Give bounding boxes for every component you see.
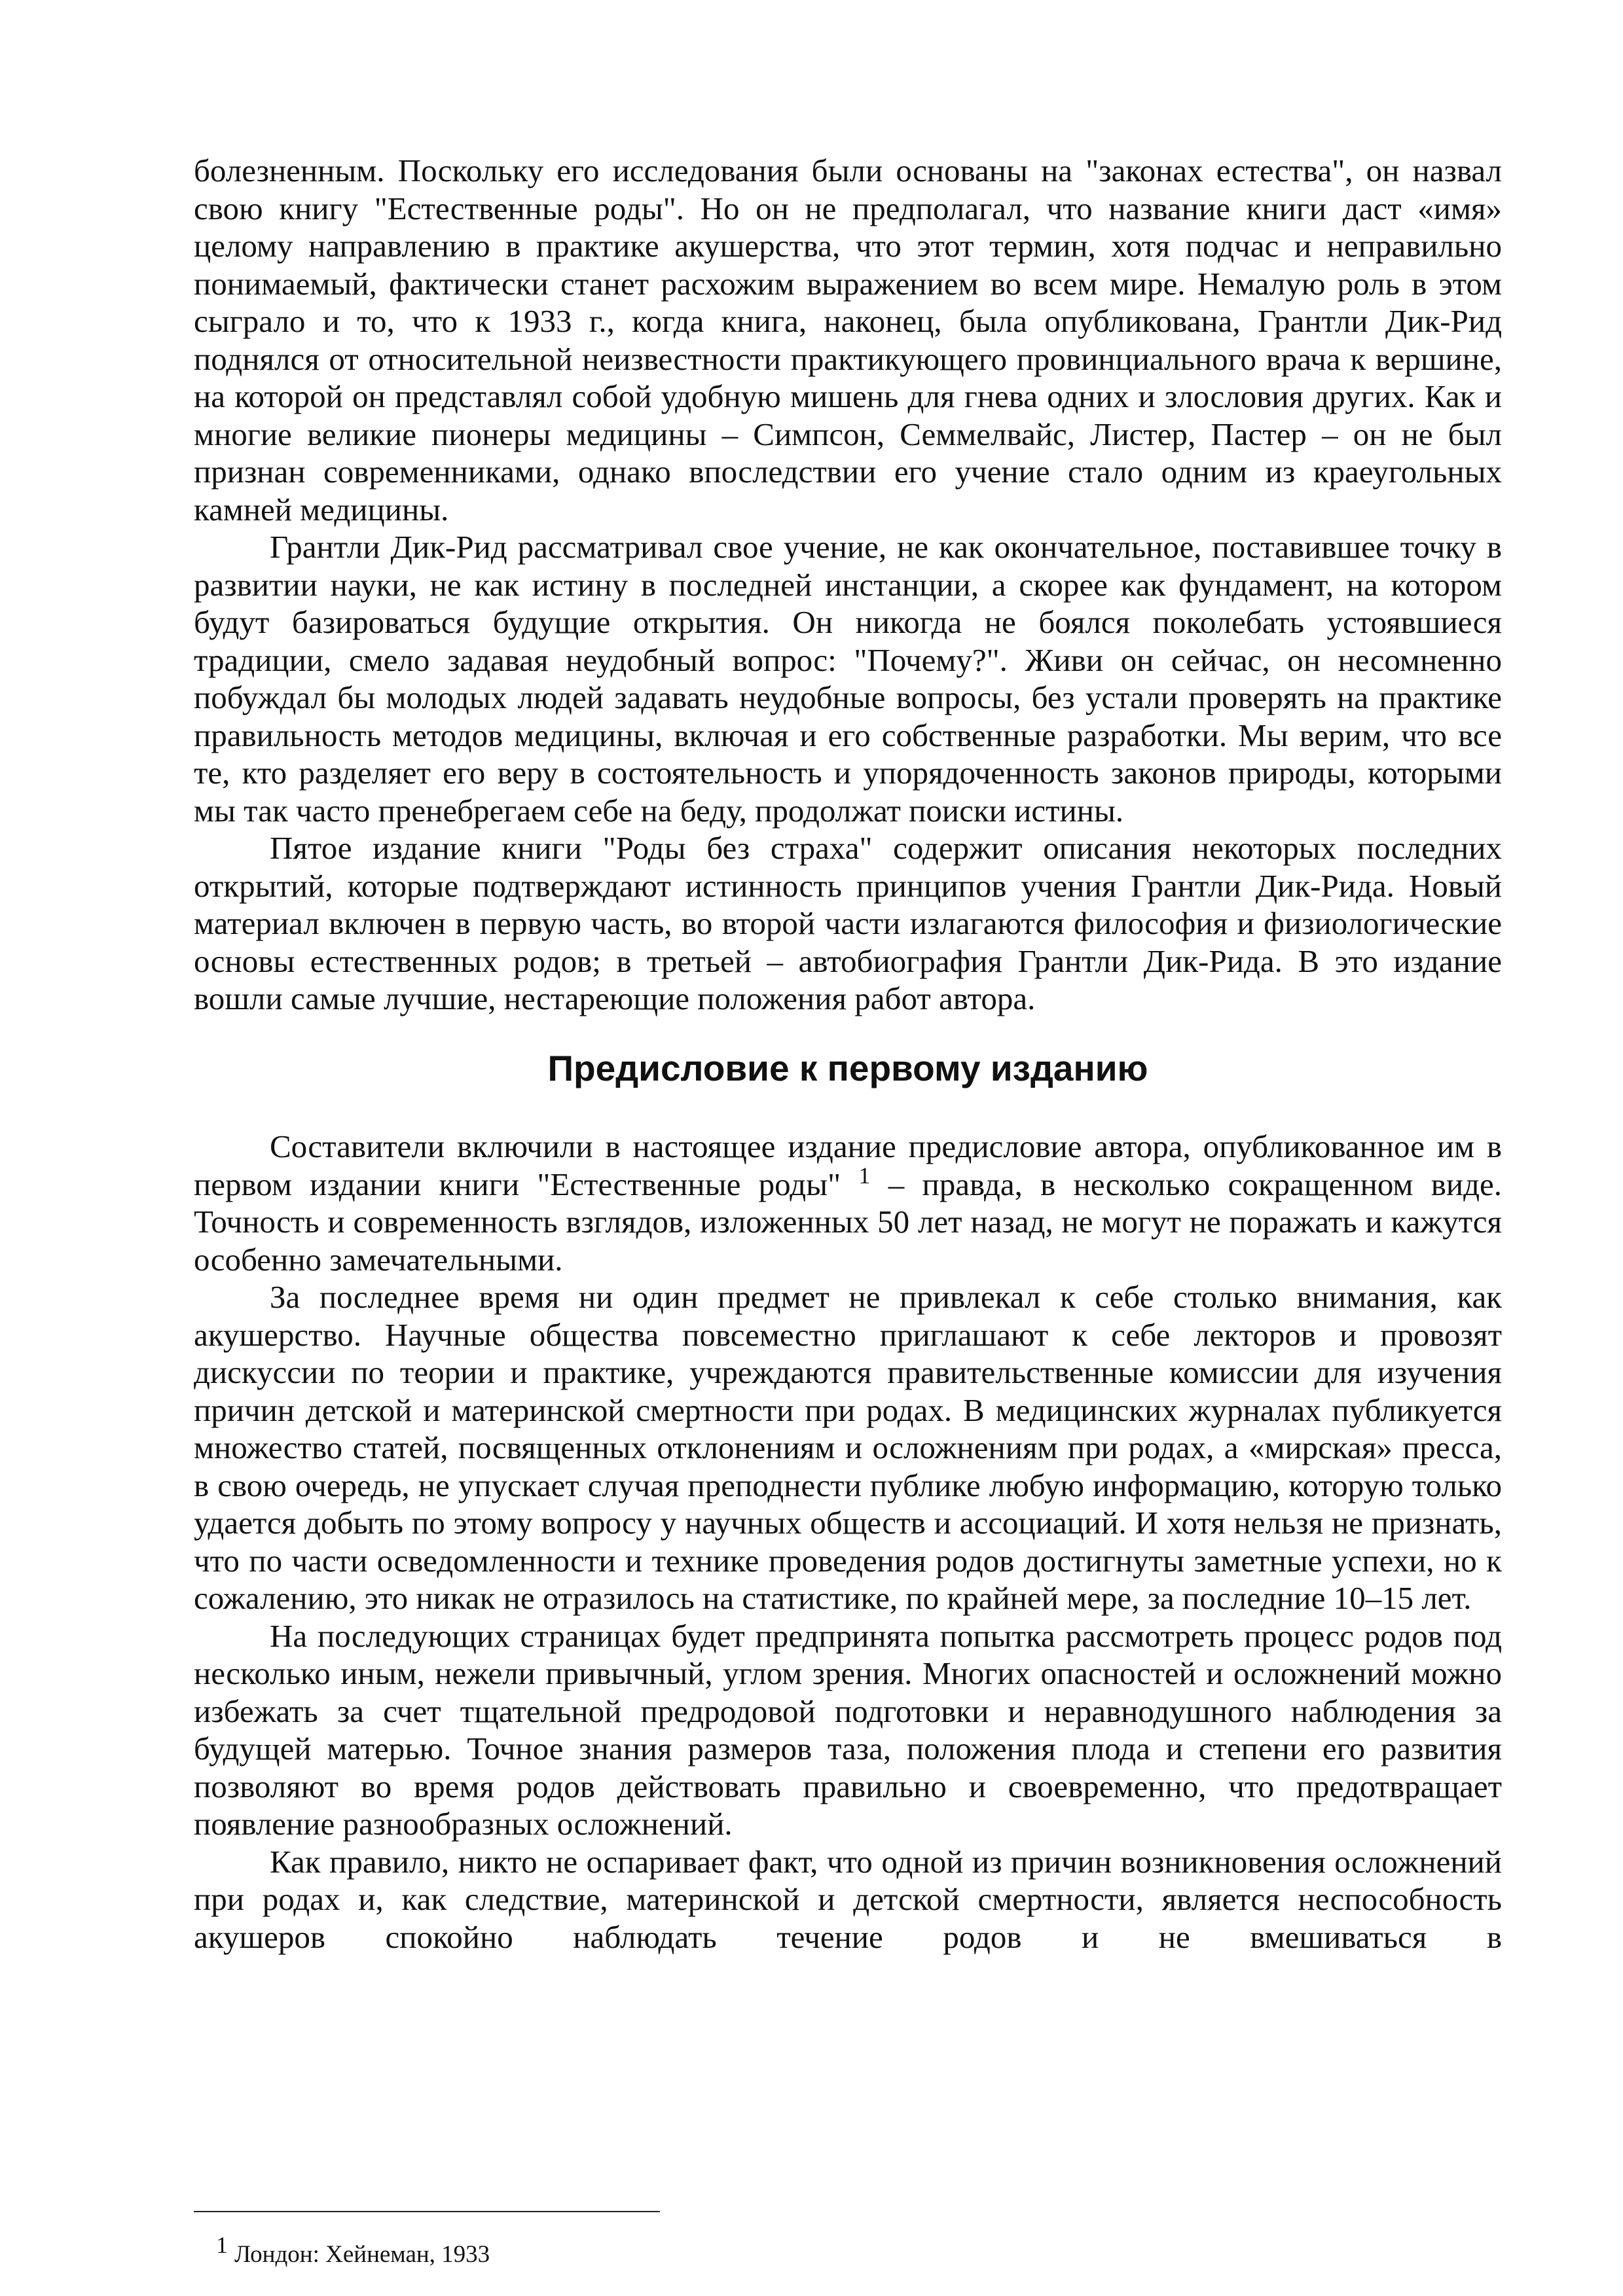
paragraph-fifth-edition: Пятое издание книги "Роды без страха" содержит описания некоторых последних открытий, которые подтверждают истинность принципов учения Грантли Дик-Рида. Новый материал включен в первую часть, во второй части излагаются философия и физиологические основы естественных родов; в третьей – автобиография Грантли Дик-Рида. В это издание вошли самые лучшие, нестареющие положения работ автора. (194, 830, 1502, 1016)
paragraph-obstetrics-attention: За последнее время ни один предмет не привлекал к себе столько внимания, как акушерство. Научные общества повсеместно приглашают к себе лекторов и провозят дискуссии по теории и практике, учреждаются правительственные комиссии для изучения причин детской и материнской смертности при родах. В медицинских журналах публикуется множество статей, посвященных отклонениям и осложнениям при родах, а «мирская» пресса, в свою очередь, не упускает случая преподнести публике любую информацию, которую только удается добыть по этому вопросу у научных обществ и ассоциаций. И хотя нельзя не признать, что по части осведомленности и технике проведения родов достигнуты заметные успехи, но к сожалению, это никак не отразилось на статистике, по крайней мере, за последние 10–15 лет. (194, 1279, 1502, 1616)
section-heading: Предисловие к первому изданию (547, 1048, 1148, 1088)
paragraph-preface-intro (194, 1128, 1502, 1278)
paragraph-dick-read-teaching: Грантли Дик-Рид рассматривал свое учение, не как окончательное, поставившее точку в развитии науки, не как истину в последней инстанции, а скорее как фундамент, на котором будут базироваться будущие открытия. Он никогда не боялся поколебать устоявшиеся традиции, смело задавая неудобный вопрос: "Почему?". Живи он сейчас, он несомненно побуждал бы молодых людей задавать неудобные вопросы, без устали проверять на практике правильность методов медицины, включая и его собственные разработки. Мы верим, что все те, кто разделяет его веру в состоятельность и упорядоченность законов природы, которыми мы так часто пренебрегаем себе на беду, продолжат поиски истины. (194, 529, 1502, 829)
footnote (216, 2232, 490, 2270)
body-text-top (194, 152, 1502, 1018)
footnote-text: Лондон: Хейнеман, 1933 (234, 2241, 490, 2268)
paragraph-complications: Как правило, никто не оспаривает факт, что одной из причин возникновения осложнений при родах и, как следствие, материнской и детской смертности, является неспособность акушеров спокойно наблюдать течение родов и не вмешиваться в (194, 1843, 1502, 1955)
footnote-reference[interactable]: 1 (858, 1162, 871, 1189)
body-text-preface (194, 1128, 1502, 1956)
preface-intro-text-after: – правда, в несколько сокращенном виде. Точность и современность взглядов, изложенных 50 лет назад, не могут не поражать и кажутся особенно замечательными. (194, 1166, 1503, 1278)
footnote-divider (194, 2211, 660, 2212)
paragraph-new-viewpoint: На последующих страницах будет предпринята попытка рассмотреть процесс родов под несколько иным, нежели привычный, углом зрения. Многих опасностей и осложнений можно избежать за счет тщательной предродовой подготовки и неравнодушного наблюдения за будущей матерью. Точное знания размеров таза, положения плода и степени его развития позволяют во время родов действовать правильно и своевременно, что предотвращает появление разнообразных осложнений. (194, 1617, 1502, 1842)
preface-intro-text-before: Составители включили в настоящее издание предисловие автора, опубликованное им в первом издании книги "Естественные роды" (194, 1128, 1502, 1202)
paragraph-continuation: болезненным. Поскольку его исследования были основаны на "законах естества", он назвал свою книгу "Естественные роды". Но он не предполагал, что название книги даст «имя» целому направлению в практике акушерства, что этот термин, хотя подчас и неправильно понимаемый, фактически станет расхожим выражением во всем мире. Немалую роль в этом сыграло и то, что к 1933 г., когда книга, наконец, была опубликована, Грантли Дик-Рид поднялся от относительной неизвестности практикующего провинциального врача к вершине, на которой он представлял собой удобную мишень для гнева одних и злословия других. Как и многие великие пионеры медицины – Симпсон, Семмелвайс, Листер, Пастер – он не был признан современниками, однако впоследствии его учение стало одним из краеугольных камней медицины. (194, 152, 1502, 528)
footnote-number: 1 (216, 2232, 228, 2258)
